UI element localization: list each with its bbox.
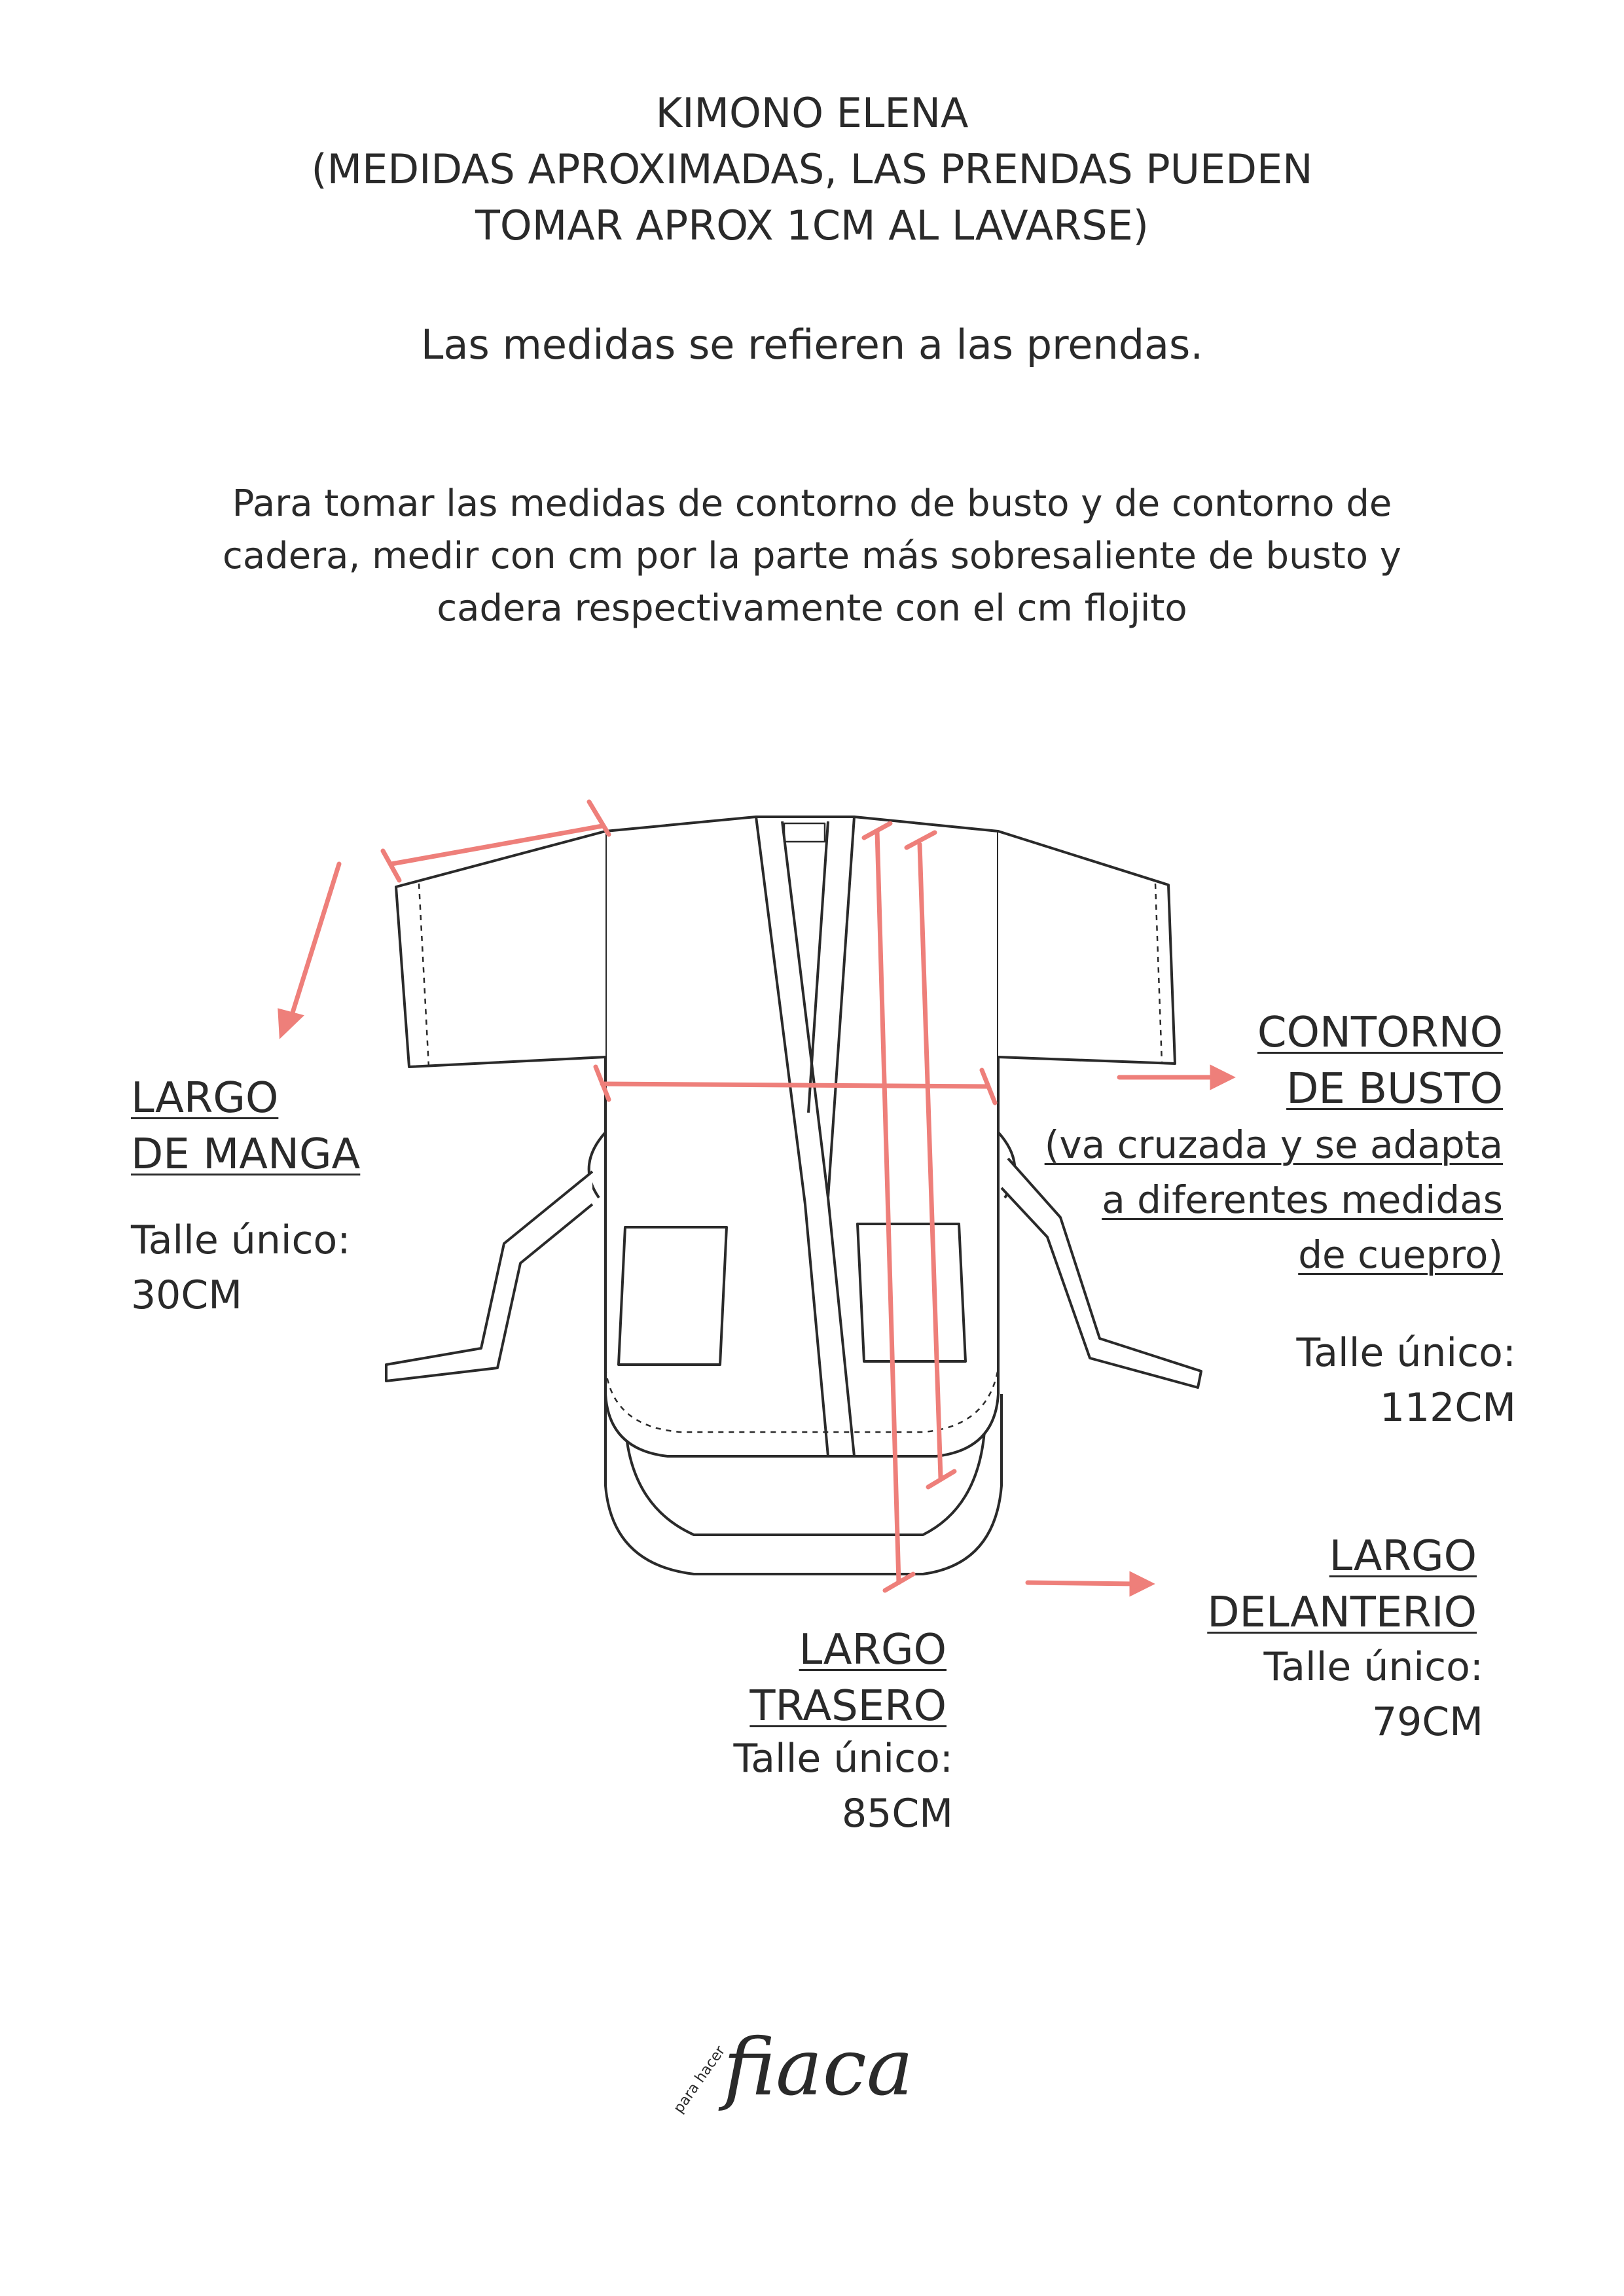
sleeve-label-line-1: LARGO	[131, 1074, 279, 1122]
sleeve-length-cap-start	[383, 851, 399, 880]
brand-logo	[661, 1996, 949, 2127]
back-label-line-1: LARGO	[799, 1626, 947, 1674]
bust-size-block	[1297, 1325, 1516, 1435]
instructions-line-1: Para tomar las medidas de contorno de busto y de contorno de	[232, 482, 1392, 525]
back-size-label: Talle único:	[733, 1736, 953, 1782]
bust-note-line-3: de cuepro)	[1298, 1232, 1503, 1277]
bust-label-line-1: CONTORNO	[1257, 1009, 1503, 1057]
front-length-block	[1207, 1528, 1477, 1641]
brand-name: fiaca	[723, 2022, 914, 2113]
bust-label-line-2: DE BUSTO	[1286, 1065, 1503, 1113]
sleeve-length-block	[131, 1070, 360, 1323]
sleeve-size-label: Talle único:	[131, 1217, 351, 1263]
bust-value: 112CM	[1379, 1385, 1516, 1431]
instructions-line-3: cadera respectivamente con el cm flojito	[437, 587, 1187, 630]
bust-line	[602, 1084, 988, 1086]
back-size-block	[734, 1731, 953, 1841]
instructions-line-2: cadera, medir con cm por la parte más sobresaliente de busto y	[223, 535, 1401, 577]
sleeve-pointer-arrowhead	[280, 1011, 300, 1034]
bust-note-line-1: (va cruzada y se adapta	[1044, 1122, 1503, 1167]
bust-note-line-2: a diferentes medidas	[1102, 1177, 1503, 1222]
brand-tagline: para hacer	[670, 2043, 729, 2117]
front-label-line-1: LARGO	[1329, 1532, 1477, 1581]
sleeve-pointer-arrow-line	[290, 864, 339, 1021]
front-size-label: Talle único:	[1263, 1644, 1483, 1690]
bust-size-label: Talle único:	[1296, 1330, 1516, 1376]
back-label-line-2: TRASERO	[749, 1682, 947, 1731]
front-pointer-arrow-line	[1028, 1583, 1136, 1584]
subtitle: Las medidas se refieren a las prendas.	[420, 321, 1204, 368]
front-pointer-arrowhead	[1132, 1575, 1150, 1593]
front-value: 79CM	[1371, 1699, 1483, 1745]
left-belt-tie	[386, 1172, 592, 1381]
page-title: KIMONO ELENA	[655, 89, 969, 137]
wash-note-line-2: TOMAR APROX 1CM AL LAVARSE)	[475, 202, 1149, 249]
back-length-block	[749, 1622, 947, 1734]
front-size-block	[1264, 1640, 1483, 1749]
bust-block	[1045, 1005, 1503, 1282]
wash-note-line-1: (MEDIDAS APROXIMADAS, LAS PRENDAS PUEDEN	[311, 145, 1313, 193]
sleeve-value: 30CM	[131, 1272, 243, 1318]
sleeve-label-line-2: DE MANGA	[131, 1130, 361, 1179]
back-value: 85CM	[841, 1791, 953, 1837]
front-label-line-2: DELANTERIO	[1207, 1588, 1477, 1637]
